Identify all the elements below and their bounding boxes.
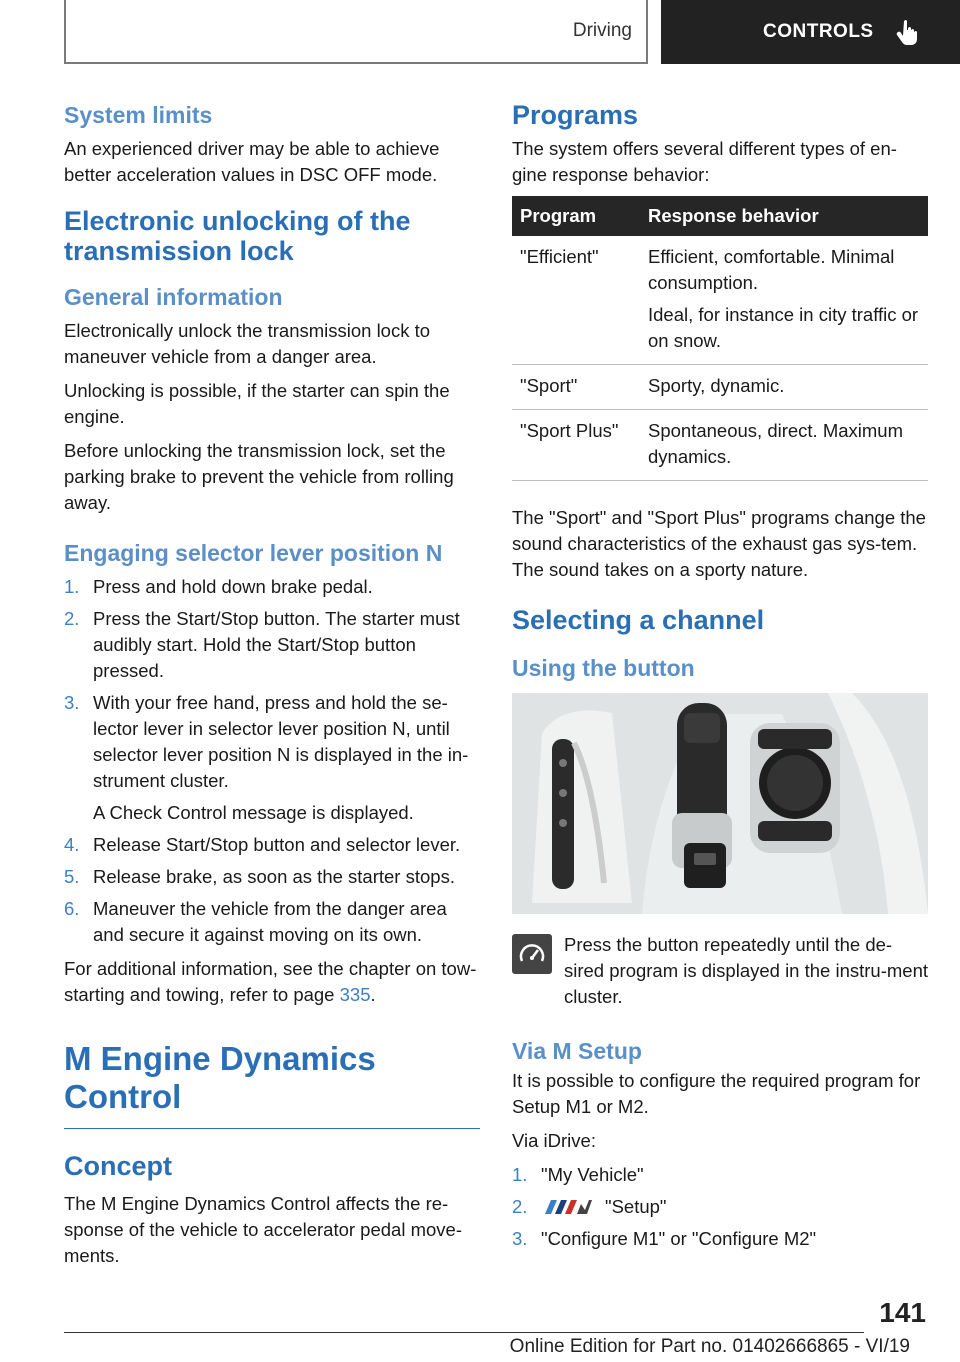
list-item: 3. With your free hand, press and hold the se-lector lever in selector lever position N, until selector lever position N is displayed in the in-strument cluster. A Check Control message is displayed. bbox=[64, 690, 480, 826]
via-idrive-text: Via iDrive: bbox=[512, 1130, 596, 1151]
programs-intro: The system offers several different types of en-gine response behavior: bbox=[512, 138, 897, 185]
unlock-paragraph-2: Unlocking is possible, if the starter can spin the engine. bbox=[64, 380, 450, 427]
using-button-heading: Using the button bbox=[512, 655, 695, 681]
button-instruction-text: Press the button repeatedly until the de-sired program is displayed in the instru-ment cluster. bbox=[564, 934, 928, 1007]
via-m-setup-heading: Via M Setup bbox=[512, 1038, 642, 1064]
check-control-note: A Check Control message is displayed. bbox=[93, 802, 414, 823]
edition-text: Online Edition for Part no. 01402666865 - VI/19 bbox=[509, 1336, 910, 1357]
list-item: 4. Release Start/Stop button and selector lever. bbox=[64, 834, 461, 855]
pointing-hand-icon bbox=[896, 19, 918, 45]
list-item: 6. Maneuver the vehicle from the danger area and secure it against moving on its own. bbox=[64, 898, 447, 945]
speedometer-icon bbox=[512, 934, 552, 974]
concept-heading: Concept bbox=[64, 1151, 172, 1181]
list-item: 3. "Configure M1" or "Configure M2" bbox=[512, 1228, 817, 1249]
additional-info: For additional information, see the chapter on tow-starting and towing, refer to page 335. bbox=[64, 958, 477, 1005]
list-item: 1. Press and hold down brake pedal. bbox=[64, 576, 373, 597]
footer-divider bbox=[64, 1332, 864, 1333]
header-chapter bbox=[661, 0, 960, 64]
concept-text: The M Engine Dynamics Control affects the re-sponse of the vehicle to accelerator pedal move-ments. bbox=[64, 1193, 462, 1266]
header-section-label: Driving bbox=[572, 20, 632, 41]
engaging-heading: Engaging selector lever position N bbox=[64, 540, 443, 566]
engaging-steps bbox=[64, 574, 480, 948]
program-cell: "Sport" bbox=[512, 365, 640, 410]
programs-table bbox=[512, 196, 928, 481]
header-section bbox=[64, 0, 648, 64]
page-number: 141 bbox=[879, 1297, 926, 1328]
section-divider bbox=[64, 1128, 480, 1129]
programs-heading: Programs bbox=[512, 100, 639, 130]
setup-steps bbox=[512, 1162, 928, 1252]
list-item: 1. "My Vehicle" bbox=[512, 1164, 644, 1185]
center-console-photo bbox=[512, 693, 928, 914]
unlock-paragraph-3: Before unlocking the transmission lock, set the parking brake to prevent the vehicle from rolling away. bbox=[64, 440, 454, 513]
column-header: Response behavior bbox=[640, 196, 928, 236]
button-instruction bbox=[512, 932, 928, 1010]
response-cell: Sporty, dynamic. bbox=[640, 365, 928, 410]
page-link[interactable]: 335 bbox=[339, 984, 371, 1005]
right-column bbox=[512, 100, 928, 1260]
selecting-heading: Selecting a channel bbox=[512, 605, 765, 635]
medc-heading: M Engine Dynamics Control bbox=[64, 1040, 376, 1115]
system-limits-text: An experienced driver may be able to achieve better acceleration values in DSC OFF mode. bbox=[64, 138, 440, 185]
list-item: 2. Press the Start/Stop button. The starter must audibly start. Hold the Start/Stop button pressed. bbox=[64, 608, 460, 681]
table-row bbox=[512, 410, 928, 481]
setup-text: It is possible to configure the required program for Setup M1 or M2. bbox=[512, 1070, 921, 1117]
general-info-heading: General information bbox=[64, 284, 283, 310]
program-cell: "Sport Plus" bbox=[512, 410, 640, 481]
unlock-paragraph-1: Electronically unlock the transmission lock to maneuver vehicle from a danger area. bbox=[64, 320, 431, 367]
table-row bbox=[512, 236, 928, 365]
list-item: 5. Release brake, as soon as the starter stops. bbox=[64, 866, 455, 887]
program-cell: "Efficient" bbox=[512, 236, 640, 365]
left-column bbox=[64, 100, 480, 1277]
system-limits-heading: System limits bbox=[64, 102, 213, 128]
column-header: Program bbox=[512, 196, 640, 236]
programs-note: The "Sport" and "Sport Plus" programs change the sound characteristics of the exhaust gas sys-tem. The sound takes on a sporty nature. bbox=[512, 507, 926, 580]
header-chapter-label: CONTROLS bbox=[763, 21, 874, 42]
m-logo-icon bbox=[541, 1198, 593, 1216]
unlock-heading: Electronic unlocking of the transmission lock bbox=[64, 206, 411, 266]
response-cell: Efficient, comfortable. Minimal consumption. Ideal, for instance in city traffic or on snow. bbox=[640, 236, 928, 365]
list-item: 2. "Setup" bbox=[512, 1196, 667, 1217]
table-row bbox=[512, 365, 928, 410]
response-cell: Spontaneous, direct. Maximum dynamics. bbox=[640, 410, 928, 481]
